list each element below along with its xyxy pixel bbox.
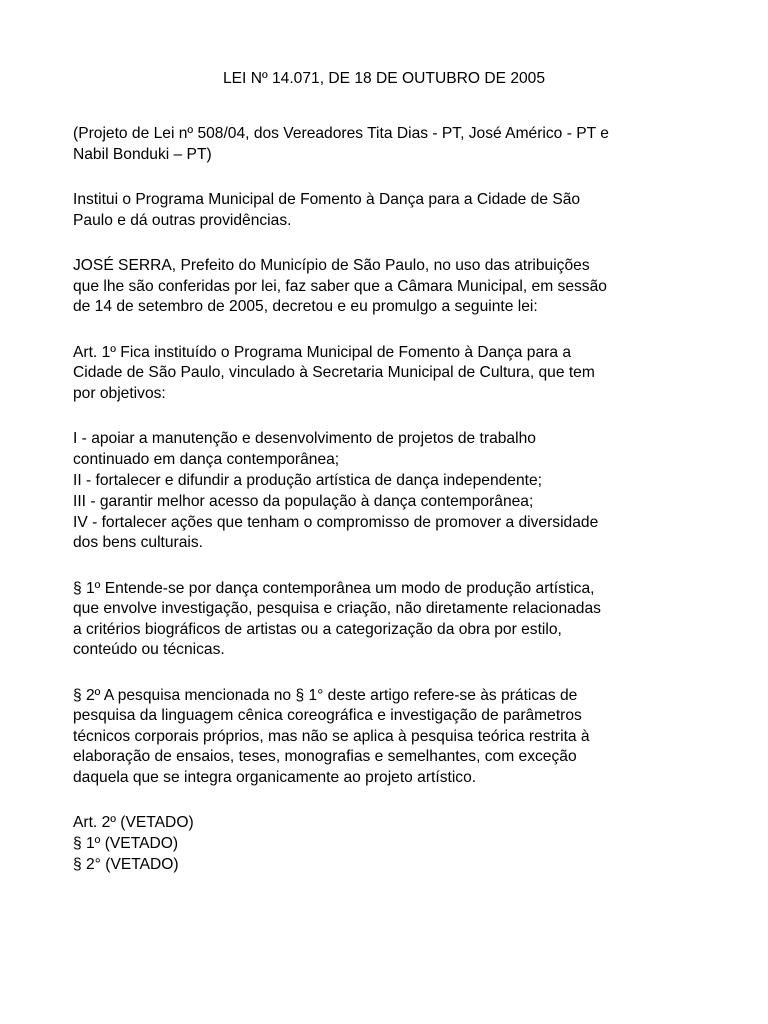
- bill-reference-paragraph: [73, 124, 703, 165]
- item-i-paragraph: [73, 429, 703, 470]
- paragraph-1-line: que envolve investigação, pesquisa e criação, não diretamente relacionadas: [73, 600, 601, 617]
- bill-reference-line: (Projeto de Lei nº 508/04, dos Vereadores Tita Dias - PT, José Américo - PT e: [73, 125, 609, 142]
- item-iii-line: III - garantir melhor acesso da população à dança contemporânea;: [73, 492, 534, 510]
- preamble-line: JOSÉ SERRA, Prefeito do Município de São Paulo, no uso das atribuições: [73, 257, 590, 274]
- article-1-paragraph: [73, 343, 703, 405]
- article-1-line: Cidade de São Paulo, vinculado à Secretaria Municipal de Cultura, que tem: [73, 364, 595, 381]
- summary-paragraph: [73, 190, 703, 231]
- paragraph-1-line: § 1º Entende-se por dança contemporânea um modo de produção artística,: [73, 579, 595, 597]
- item-ii-line: II - fortalecer e difundir a produção artística de dança independente;: [73, 471, 542, 489]
- article-2-paragraph-1-line: § 1º (VETADO): [73, 835, 179, 852]
- item-i-line: continuado em dança contemporânea;: [73, 450, 340, 468]
- item-iv-line: dos bens culturais.: [73, 534, 204, 551]
- article-2-paragraph-2-line: § 2° (VETADO): [73, 856, 179, 873]
- paragraph-1-line: conteúdo ou técnicas.: [73, 641, 225, 658]
- law-title: LEI Nº 14.071, DE 18 DE OUTUBRO DE 2005: [222, 70, 546, 87]
- document-body: [73, 124, 703, 876]
- article-1-line: por objetivos:: [73, 384, 166, 402]
- preamble-paragraph: [73, 256, 703, 318]
- item-iii-paragraph: [73, 492, 703, 513]
- paragraph-2-line: daquela que se integra organicamente ao projeto artístico.: [73, 768, 477, 786]
- item-iv-paragraph: [73, 513, 703, 554]
- paragraph-1-line: a critérios biográficos de artistas ou a categorização da obra por estilo,: [73, 620, 562, 638]
- preamble-line: que lhe são conferidas por lei, faz saber que a Câmara Municipal, em sessão: [73, 277, 607, 295]
- paragraph-2-line: técnicos corporais próprios, mas não se aplica à pesquisa teórica restrita à: [73, 727, 590, 745]
- summary-line: Institui o Programa Municipal de Fomento à Dança para a Cidade de São: [73, 191, 581, 208]
- item-ii-paragraph: [73, 471, 703, 492]
- article-2-line: Art. 2º (VETADO): [73, 814, 194, 831]
- preamble-line: de 14 de setembro de 2005, decretou e eu promulgo a seguinte lei:: [73, 298, 538, 315]
- item-iv-line: IV - fortalecer ações que tenham o compromisso de promover a diversidade: [73, 513, 599, 531]
- item-i-line: I - apoiar a manutenção e desenvolvimento de projetos de trabalho: [73, 430, 536, 447]
- paragraph-2-line: § 2º A pesquisa mencionada no § 1° deste artigo refere-se às práticas de: [73, 686, 578, 704]
- article-2-paragraph-1: [73, 834, 703, 855]
- paragraph-1: [73, 579, 703, 661]
- article-2-paragraph-2: [73, 855, 703, 876]
- summary-line: Paulo e dá outras providências.: [73, 211, 292, 229]
- paragraph-2-line: pesquisa da linguagem cênica coreográfica e investigação de parâmetros: [73, 707, 582, 724]
- paragraph-2-line: elaboração de ensaios, teses, monografias e semelhantes, com exceção: [73, 748, 577, 765]
- article-1-line: Art. 1º Fica instituído o Programa Municipal de Fomento à Dança para a: [73, 343, 572, 361]
- paragraph-2: [73, 686, 703, 789]
- bill-reference-line: Nabil Bonduki – PT): [73, 145, 212, 163]
- article-2-paragraph: [73, 813, 703, 834]
